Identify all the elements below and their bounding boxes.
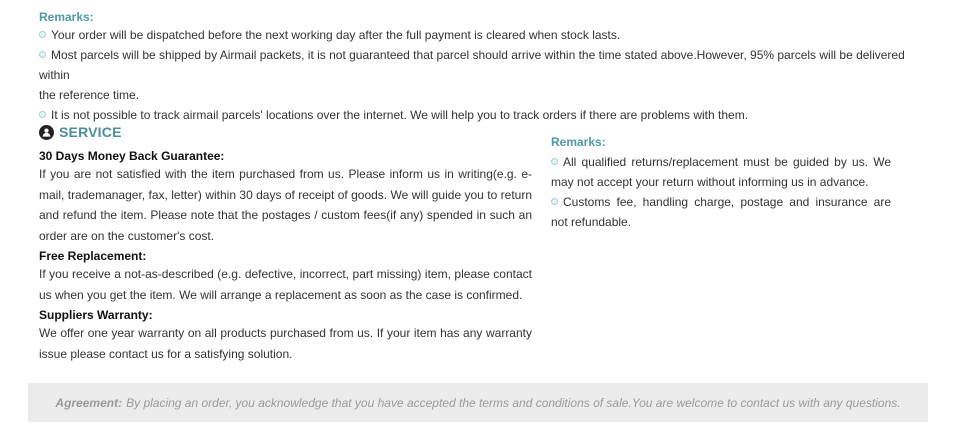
remark-text: All qualified returns/replacement must be guided by us. We may not accept your return without informing us in advance. xyxy=(551,155,891,189)
remarks-title: Remarks: xyxy=(551,135,606,149)
list-item xyxy=(551,192,891,232)
list-item xyxy=(39,45,929,85)
warranty-heading: Suppliers Warranty: xyxy=(39,308,153,322)
bullet-icon xyxy=(551,198,558,205)
remarks-title: Remarks: xyxy=(39,10,94,24)
warranty-text: We offer one year warranty on all products purchased from us. If your item has any warranty issue please contact us for a satisfying solution. xyxy=(39,326,532,361)
return-remarks xyxy=(551,134,891,232)
service-title: SERVICE xyxy=(59,124,122,140)
remark-text: Your order will be dispatched before the next working day after the full payment is cleared when stock lasts. xyxy=(51,28,621,42)
remark-text: It is not possible to track airmail parcels' locations over the internet. We will help you to track orders if there are problems with them. xyxy=(51,108,749,122)
service-heading xyxy=(39,122,532,142)
remark-text: Most parcels will be shipped by Airmail packets, it is not guaranteed that parcel should arrive within the time stated above.However, 95% parcels will be delivered within xyxy=(39,48,905,82)
agreement-bar xyxy=(28,383,928,422)
remark-text: Customs fee, handling charge, postage and insurance are not refundable. xyxy=(551,195,891,229)
remark-text: the reference time. xyxy=(39,88,140,102)
bullet-icon xyxy=(39,111,46,118)
bullet-icon xyxy=(551,158,558,165)
bullet-icon xyxy=(39,51,46,58)
list-item-continuation xyxy=(39,85,929,105)
replacement-text: If you receive a not-as-described (e.g. defective, incorrect, part missing) item, please contact us when you get the item. We will arrange a replacement as soon as the case is confirmed. xyxy=(39,267,532,302)
money-back-heading: 30 Days Money Back Guarantee: xyxy=(39,149,225,163)
agreement-text: By placing an order, you acknowledge that you have accepted the terms and conditions of sale.You are welcome to contact us with any questions. xyxy=(126,395,901,410)
list-item xyxy=(551,152,891,192)
shipping-remarks xyxy=(39,9,929,125)
agreement-label: Agreement: xyxy=(55,395,123,410)
list-item xyxy=(39,25,929,45)
replacement-heading: Free Replacement: xyxy=(39,249,147,263)
service-section xyxy=(39,122,532,364)
service-person-icon xyxy=(39,125,54,140)
bullet-icon xyxy=(39,31,46,38)
money-back-text: If you are not satisfied with the item purchased from us. Please inform us in writing(e.g. e-mail, trademanager, fax, letter) within 30 days of receipt of goods. We will guide you to return and refund the item. Please note that the postages / custom fees(if any) spended in such an order are on the customer's cost. xyxy=(39,167,532,243)
